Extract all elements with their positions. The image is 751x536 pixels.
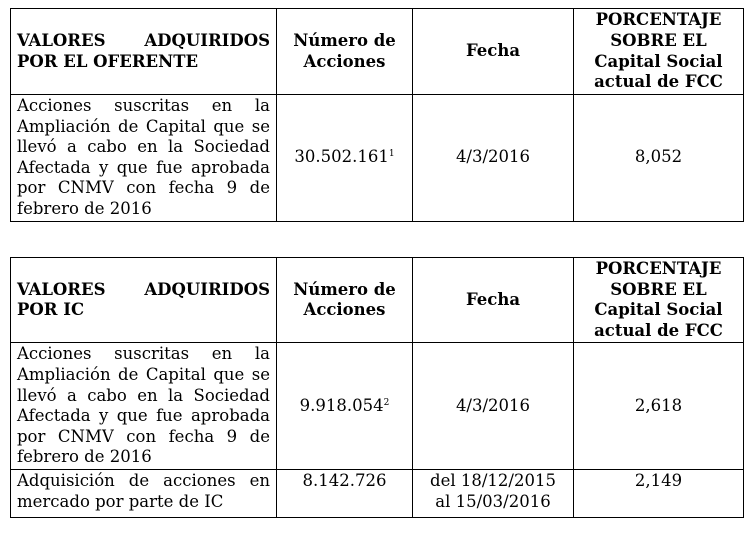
date-line: al 15/03/2016 [435, 491, 551, 511]
description-line: Ampliación de Capital que se [17, 116, 270, 136]
row-date: 4/3/2016 [413, 343, 574, 470]
header-line: POR IC [17, 300, 85, 320]
table-row [11, 469, 744, 517]
row-percentage: 8,052 [574, 95, 744, 222]
description-line: llevó a cabo en la Sociedad [17, 137, 270, 157]
shares-value: 30.502.161 [294, 147, 389, 167]
description-line: Adquisición de acciones en [17, 470, 270, 490]
row-description [11, 469, 277, 517]
table-header-row [11, 258, 744, 343]
acquired-securities-ic-table [10, 257, 744, 518]
header-securities-acquired [11, 9, 277, 95]
header-percentage: PORCENTAJE SOBRE EL Capital Social actual de FCC [574, 9, 744, 95]
row-date: 4/3/2016 [413, 95, 574, 222]
description-line: mercado por parte de IC [17, 491, 224, 511]
table-header-row [11, 9, 744, 95]
header-securities-acquired [11, 258, 277, 343]
description-line: Afectada y que fue aprobada [17, 157, 270, 177]
description-line: febrero de 2016 [17, 198, 152, 218]
row-shares [277, 95, 413, 222]
footnote-marker: 1 [388, 149, 395, 160]
header-line: POR EL OFERENTE [17, 51, 199, 71]
header-percentage: PORCENTAJE SOBRE EL Capital Social actual de FCC [574, 258, 744, 343]
footnote-marker: 2 [383, 397, 390, 408]
row-date [413, 469, 574, 517]
row-percentage: 2,618 [574, 343, 744, 470]
shares-value: 9.918.054 [299, 395, 384, 415]
row-shares: 8.142.726 [277, 469, 413, 517]
header-date: Fecha [413, 9, 574, 95]
row-description [11, 95, 277, 222]
acquired-securities-offeror-table [10, 8, 744, 222]
description-line: Afectada y que fue aprobada [17, 406, 270, 426]
description-line: por CNMV con fecha 9 de [17, 426, 270, 446]
row-description [11, 343, 277, 470]
header-date: Fecha [413, 258, 574, 343]
row-shares [277, 343, 413, 470]
description-line: Acciones suscritas en la [17, 344, 270, 364]
row-percentage: 2,149 [574, 469, 744, 517]
header-number-of-shares: Número de Acciones [277, 258, 413, 343]
description-line: Ampliación de Capital que se [17, 364, 270, 384]
header-line: VALORES ADQUIRIDOS [17, 30, 270, 50]
description-line: febrero de 2016 [17, 447, 152, 467]
table-row [11, 95, 744, 222]
header-line: VALORES ADQUIRIDOS [17, 279, 270, 299]
table-row [11, 343, 744, 470]
description-line: llevó a cabo en la Sociedad [17, 385, 270, 405]
description-line: Acciones suscritas en la [17, 96, 270, 115]
header-number-of-shares: Número de Acciones [277, 9, 413, 95]
description-line: por CNMV con fecha 9 de [17, 178, 270, 198]
date-line: del 18/12/2015 [430, 470, 556, 490]
